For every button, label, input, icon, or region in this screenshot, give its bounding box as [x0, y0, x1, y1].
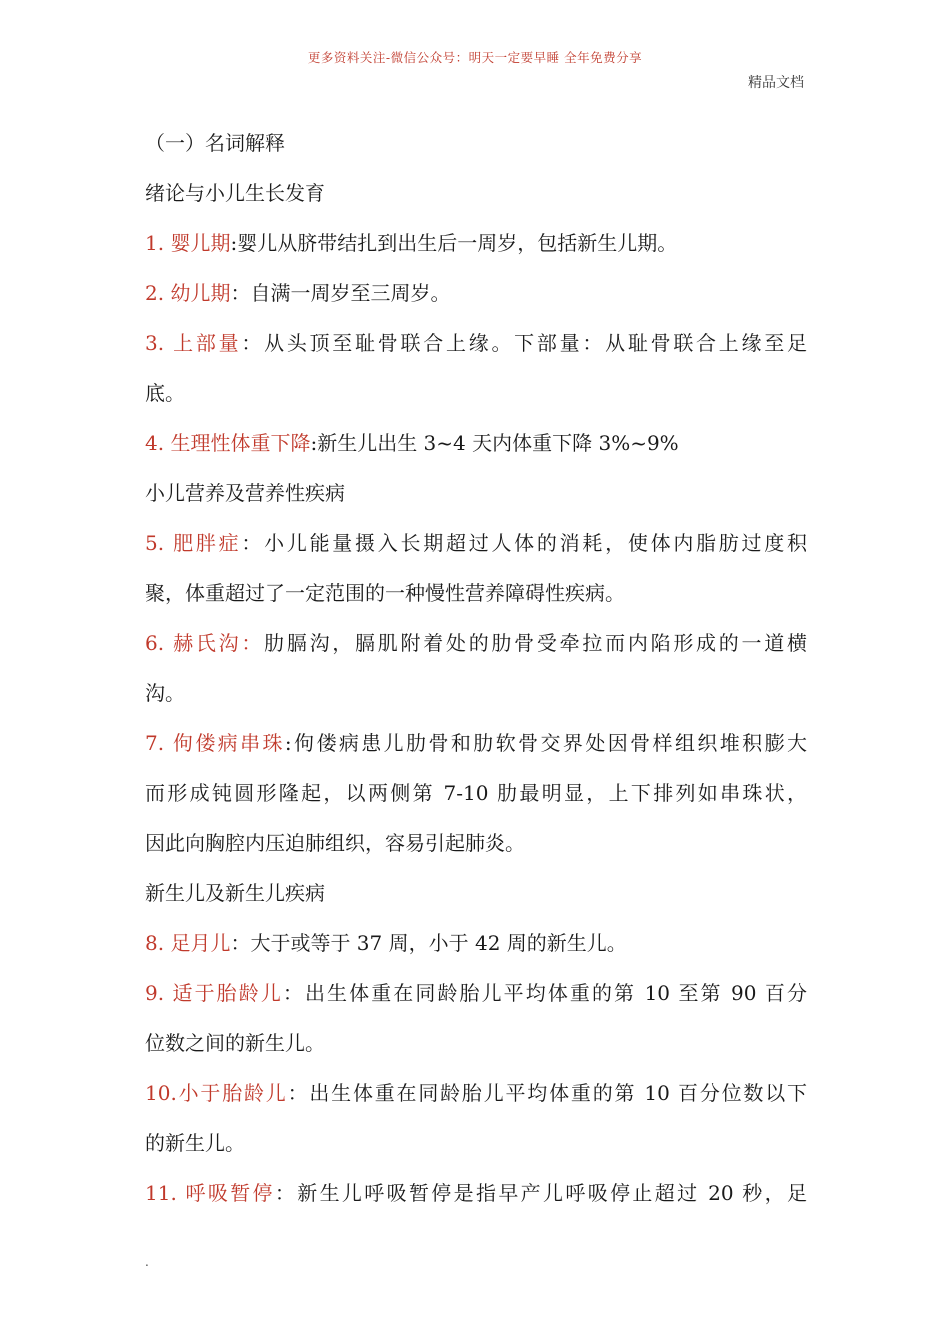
- term-label: 1. 婴儿期: [145, 231, 231, 255]
- line-text: 的新生儿。: [145, 1131, 245, 1155]
- line-text: ：新生儿呼吸暂停是指早产儿呼吸停止超过 20 秒，足: [274, 1181, 807, 1205]
- line-text: :新生儿出生 3~4 天内体重下降 3%~9%: [310, 431, 679, 455]
- text-line: [145, 268, 807, 318]
- line-text: 底。: [145, 381, 185, 405]
- text-line: [145, 1018, 807, 1068]
- term-label: 5. 肥胖症: [145, 531, 242, 555]
- line-text: 小儿营养及营养性疾病: [145, 481, 345, 505]
- line-text: 沟。: [145, 681, 185, 705]
- line-text: 而形成钝圆形隆起，以两侧第 7-10 肋最明显，上下排列如串珠状，: [145, 781, 807, 805]
- text-line: [145, 668, 807, 718]
- text-line: [145, 468, 807, 518]
- line-text: 位数之间的新生儿。: [145, 1031, 325, 1055]
- term-label: 6. 赫氏沟：: [145, 631, 265, 655]
- line-text: ：小儿能量摄入长期超过人体的消耗，使体内脂肪过度积: [241, 531, 807, 555]
- term-label: 3. 上部量: [145, 331, 242, 355]
- text-line: [145, 1118, 807, 1168]
- text-line: [145, 618, 807, 668]
- text-line: [145, 318, 807, 368]
- line-text: ：从头顶至耻骨联合上缘。下部量：从耻骨联合上缘至足: [241, 331, 807, 355]
- footer-mark: .: [145, 1255, 149, 1269]
- line-text: ：大于或等于 37 周，小于 42 周的新生儿。: [230, 931, 627, 955]
- line-text: :佝偻病患儿肋骨和肋软骨交界处因骨样组织堆积膨大: [284, 731, 807, 755]
- text-line: [145, 368, 807, 418]
- line-text: 绪论与小儿生长发育: [145, 181, 325, 205]
- term-label: 8. 足月儿: [145, 931, 231, 955]
- text-line: [145, 1168, 807, 1218]
- line-text: （一）名词解释: [145, 131, 285, 155]
- term-label: 2. 幼儿期: [145, 281, 231, 305]
- text-line: [145, 718, 807, 768]
- text-line: [145, 1068, 807, 1118]
- document-body: [145, 118, 807, 1218]
- line-text: ：出生体重在同龄胎儿平均体重的第 10 至第 90 百分: [282, 981, 807, 1005]
- text-line: [145, 168, 807, 218]
- text-line: [145, 418, 807, 468]
- document-label: 精品文档: [748, 75, 804, 91]
- line-text: 因此向胸腔内压迫肺组织，容易引起肺炎。: [145, 831, 525, 855]
- text-line: [145, 568, 807, 618]
- term-label: 4. 生理性体重下降: [145, 431, 311, 455]
- line-text: 肋膈沟，膈肌附着处的肋骨受牵拉而内陷形成的一道横: [264, 631, 807, 655]
- text-line: [145, 918, 807, 968]
- term-label: 7. 佝偻病串珠: [145, 731, 285, 755]
- term-label: 10.小于胎龄儿: [145, 1081, 288, 1105]
- line-text: 新生儿及新生儿疾病: [145, 881, 325, 905]
- text-line: [145, 768, 807, 818]
- text-line: [145, 518, 807, 568]
- term-label: 9. 适于胎龄儿: [145, 981, 283, 1005]
- text-line: [145, 868, 807, 918]
- text-line: [145, 818, 807, 868]
- text-line: [145, 968, 807, 1018]
- term-label: 11. 呼吸暂停: [145, 1181, 275, 1205]
- text-line: [145, 218, 807, 268]
- line-text: ：出生体重在同龄胎儿平均体重的第 10 百分位数以下: [287, 1081, 807, 1105]
- line-text: :婴儿从脐带结扎到出生后一周岁，包括新生儿期。: [230, 231, 678, 255]
- watermark-banner: 更多资料关注-微信公众号：明天一定要早睡 全年免费分享: [307, 50, 643, 65]
- text-line: [145, 118, 807, 168]
- line-text: 聚，体重超过了一定范围的一种慢性营养障碍性疾病。: [145, 581, 625, 605]
- line-text: ：自满一周岁至三周岁。: [230, 281, 451, 305]
